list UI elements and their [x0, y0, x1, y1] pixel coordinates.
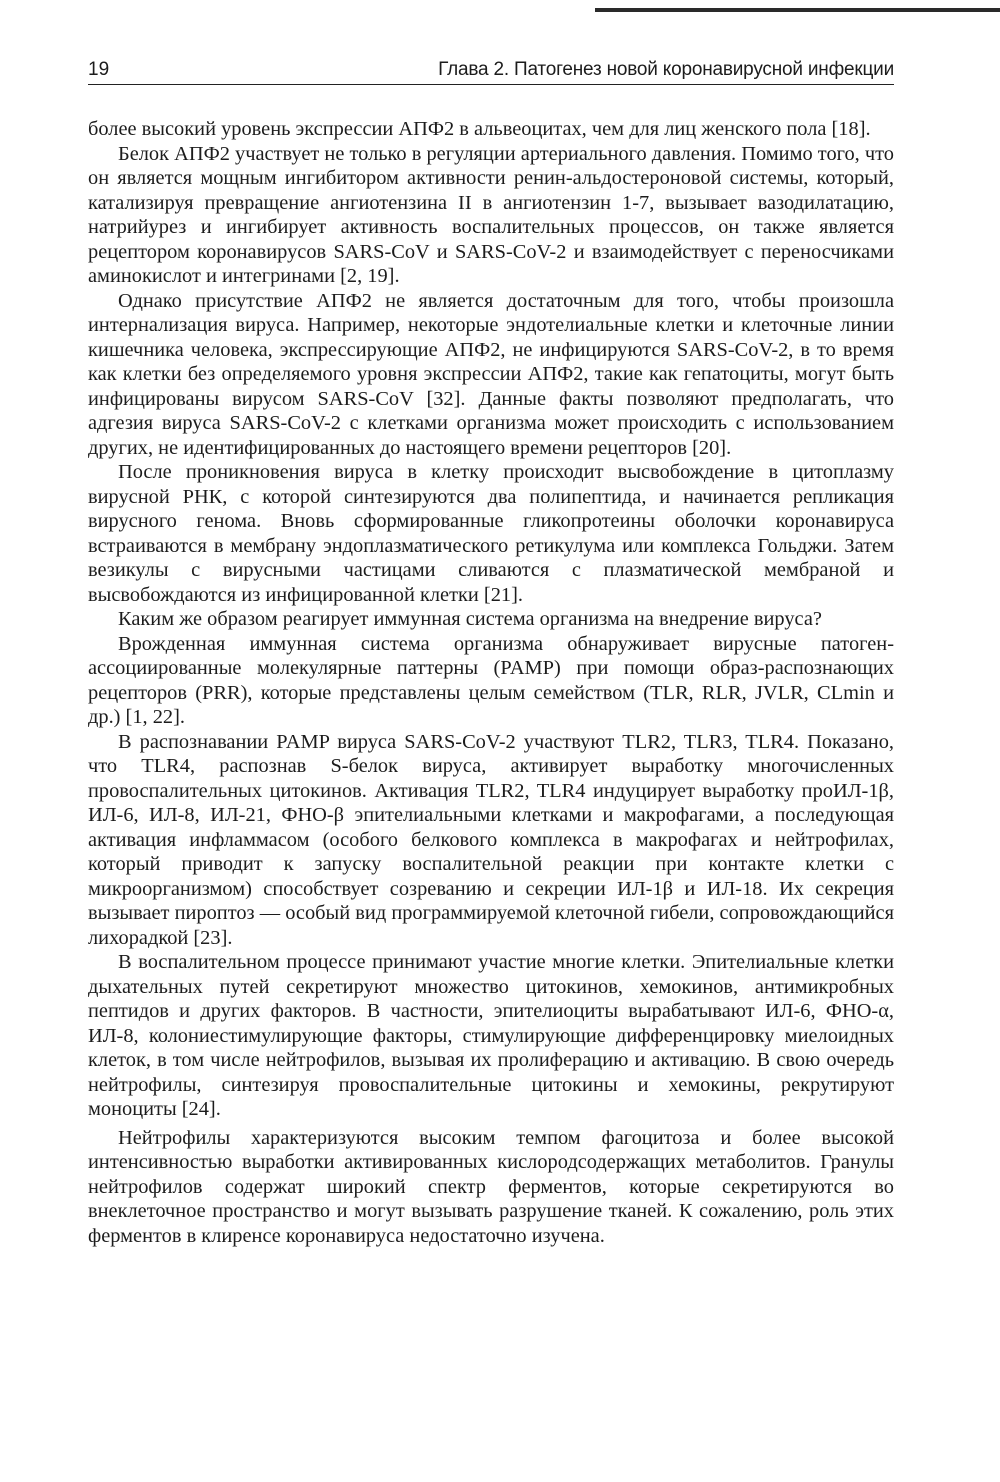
page-number: 19 [88, 59, 110, 80]
paragraph: В распознавании PAMP вируса SARS-CoV-2 участвуют TLR2, TLR3, TLR4. Показано, что TLR4, распознав S-белок вируса, активирует выработку многочисленных провоспалительных цитокинов. Активация TLR2, TLR4 индуцирует выработку проИЛ-1β, ИЛ-6, ИЛ-8, ИЛ-21, ФНО-β эпителиальными клетками и макрофагами, а последующая активация инфламмасом (особого белкового комплекса в макрофагах и нейтрофилах, который приводит к запуску воспалительной реакции при контакте клетки с микроорганизмом) способствует созреванию и секреции ИЛ-1β и ИЛ-18. Их секреция вызывает пироптоз — особый вид программируемой клеточной гибели, сопровождающийся лихорадкой [23]. [88, 730, 894, 949]
paragraph: В воспалительном процессе принимают участие многие клетки. Эпителиальные клетки дыхательных путей секретируют множество цитокинов, хемокинов, антимикробных пептидов и других факторов. В частности, эпителиоциты вырабатывают ИЛ-6, ФНО-α, ИЛ-8, колониестимулирующие факторы, стимулирующие дифференцировку миелоидных клеток, в том числе нейтрофилов, вызывая их пролиферацию и активацию. В свою очередь нейтрофилы, синтезируя провоспалительные цитокины и хемокины, рекрутируют моноциты [24]. [88, 951, 894, 1120]
running-title: Глава 2. Патогенез новой коронавирусной инфекции [438, 59, 894, 80]
body-text [88, 117, 894, 1248]
paragraph: Каким же образом реагирует иммунная система организма на внедрение вируса? [118, 608, 822, 630]
top-rule [595, 8, 1000, 12]
paragraph: более высокий уровень экспрессии АПФ2 в альвеоцитах, чем для лиц женского пола [18]. [88, 118, 871, 140]
paragraph: Однако присутствие АПФ2 не является достаточным для того, чтобы произошла интернализация вируса. Например, некоторые эндотелиальные клетки и клеточные линии кишечника человека, экспрессирующие АПФ2, не инфицируются SARS-CoV-2, в то время как клетки без определяемого уровня экспрессии АПФ2, такие как гепатоциты, могут быть инфицированы вирусом SARS-CoV [32]. Данные факты позволяют предполагать, что адгезия вируса SARS-CoV-2 с клетками организма может происходить с использованием других, не идентифицированных до настоящего времени рецепторов [20]. [88, 289, 894, 459]
paragraph: Врожденная иммунная система организма обнаруживает вирусные патоген-ассоциированные молекулярные паттерны (PAMP) при помощи образ-распознающих рецепторов (PRR), которые представлены целым семейством (TLR, RLR, JVLR, CLmin и др.) [1, 22]. [88, 632, 894, 728]
paragraph: Нейтрофилы характеризуются высоким темпом фагоцитоза и более высокой интенсивностью выработки активированных кислородсодержащих метаболитов. Гранулы нейтрофилов содержат широкий спектр ферментов, которые секретируются во внеклеточное пространство и могут вызывать разрушение тканей. К сожалению, роль этих ферментов в клиренсе коронавируса недостаточно изучена. [88, 1126, 894, 1247]
paragraph: Белок АПФ2 участвует не только в регуляции артериального давления. Помимо того, что он является мощным ингибитором активности ренин-альдостероновой системы, который, катализируя превращение ангиотензина II в ангиотензин 1-7, вызывает вазодилатацию, натрийурез и ингибирует активность воспалительных процессов, он также является рецептором коронавирусов SARS-CoV и SARS-CoV-2 и взаимодействует с переносчиками аминокислот и интегринами [2, 19]. [88, 142, 894, 287]
page-header [88, 56, 894, 85]
paragraph: После проникновения вируса в клетку происходит высвобождение в цитоплазму вирусной РНК, с которой синтезируются два полипептида, и начинается репликация вирусного генома. Вновь сформированные гликопротеины оболочки коронавируса встраиваются в мембрану эндоплазматического ретикулума или комплекса Гольджи. Затем везикулы с вирусными частицами сливаются с плазматической мембраной и высвобождаются из инфицированной клетки [21]. [88, 461, 894, 606]
